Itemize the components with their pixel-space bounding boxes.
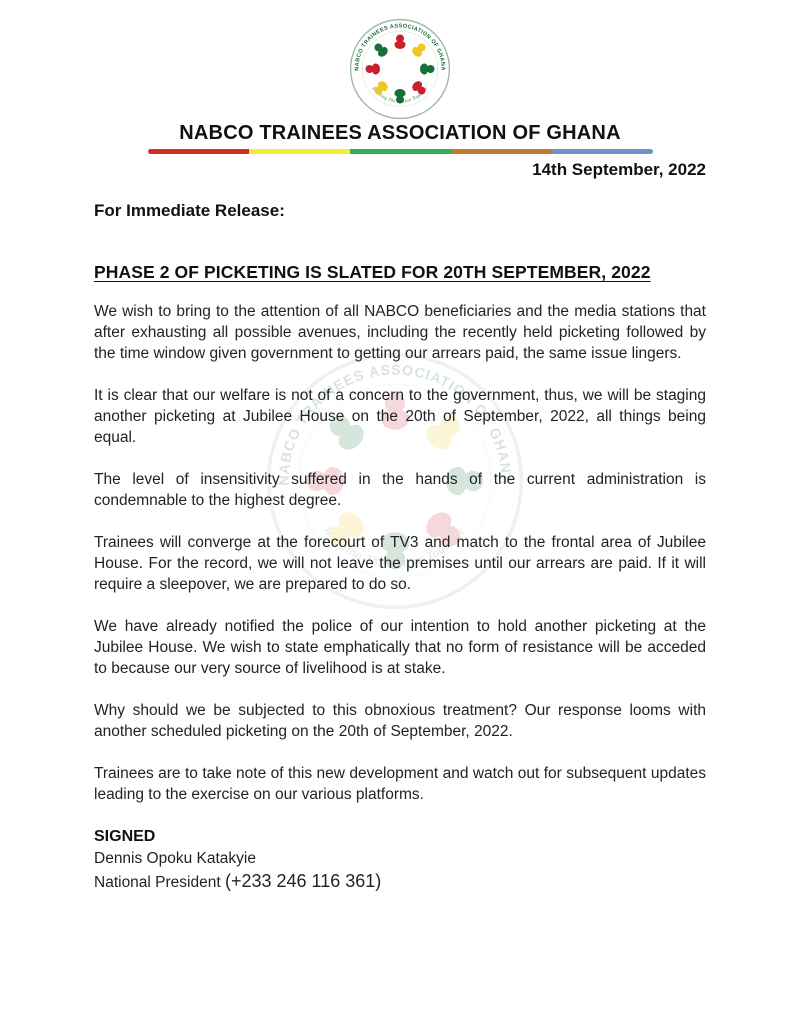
signed-label: SIGNED bbox=[94, 828, 156, 845]
flag-bar-segment bbox=[249, 149, 350, 154]
signatory-title: National President bbox=[94, 874, 225, 891]
headline: PHASE 2 OF PICKETING IS SLATED FOR 20TH SEPTEMBER, 2022 bbox=[94, 262, 651, 282]
nabco-logo-icon bbox=[94, 0, 706, 121]
paragraph: It is clear that our welfare is not of a concern to the government, thus, we will be staging another picketing at Jubilee House on the 20th of September, 2022, all things being equal. bbox=[94, 387, 706, 446]
body-paragraphs bbox=[94, 301, 706, 805]
paragraph: Trainees will converge at the forecourt of TV3 and match to the frontal area of Jubilee House. For the record, we will not leave the premises until our arrears are paid. If it will require a sleepover, we are prepared to do so. bbox=[94, 534, 706, 593]
paragraph: The level of insensitivity suffered in the hands of the current administration is condemnable to the highest degree. bbox=[94, 471, 706, 509]
flag-bar-segment bbox=[451, 149, 552, 154]
release-date: 14th September, 2022 bbox=[532, 160, 706, 179]
signature-block bbox=[94, 826, 706, 894]
paragraph: We have already notified the police of our intention to hold another picketing at the Jubilee House. We wish to state emphatically that no form of resistance will be acceded to because our very source of livelihood is at stake. bbox=[94, 618, 706, 677]
release-label: For Immediate Release: bbox=[94, 201, 285, 220]
signatory-phone: (+233 246 116 361) bbox=[224, 871, 382, 891]
paragraph: Why should we be subjected to this obnoxious treatment? Our response looms with another scheduled picketing on the 20th of September, 2022. bbox=[94, 702, 706, 740]
document-content bbox=[94, 0, 706, 894]
signatory-name: Dennis Opoku Katakyie bbox=[94, 850, 256, 867]
flag-bar-segment bbox=[552, 149, 653, 154]
paragraph: We wish to bring to the attention of all NABCO beneficiaries and the media stations that after exhausting all possible avenues, including the recently held picketing followed by the time window given government to getting our arrears paid, the same issue lingers. bbox=[94, 303, 706, 362]
signatory-title-line bbox=[94, 870, 706, 894]
organization-title: NABCO TRAINEES ASSOCIATION OF GHANA bbox=[179, 122, 621, 144]
flag-bar-segment bbox=[148, 149, 249, 154]
paragraph: Trainees are to take note of this new development and watch out for subsequent updates leading to the exercise on our various platforms. bbox=[94, 765, 706, 803]
flag-color-bar bbox=[148, 149, 653, 154]
flag-bar-segment bbox=[350, 149, 451, 154]
